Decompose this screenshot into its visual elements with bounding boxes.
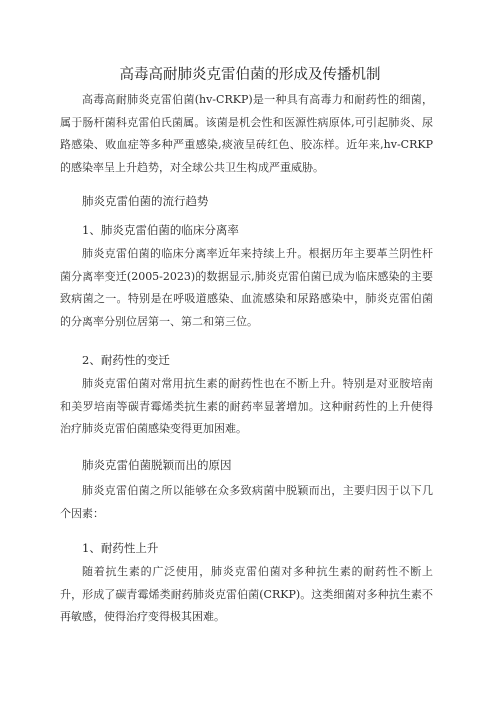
intro-paragraph: 高毒高耐肺炎克雷伯菌(hv-CRKP)是一种具有高毒力和耐药性的细菌，属于肠杆菌科克雷伯氏菌属。该菌是机会性和医源性病原体,可引起肺炎、尿路感染、败血症等多种严重感染,痰液呈砖红色、胶冻样。近年来,hv-CRKP的感染率呈上升趋势，对全球公共卫生构成严重威胁。 [60, 93, 433, 174]
section-heading-prevalence: 肺炎克雷伯菌的流行趋势 [82, 194, 209, 208]
document-title: 高毒高耐肺炎克雷伯菌的形成及传播机制 [119, 67, 381, 83]
subheading-isolation-rate: 1、肺炎克雷伯菌的临床分离率 [82, 223, 239, 237]
subheading-resistance-change: 2、耐药性的变迁 [82, 353, 170, 367]
resistance-change-paragraph: 肺炎克雷伯菌对常用抗生素的耐药性也在不断上升。特别是对亚胺培南和美罗培南等碳青霉烯类抗生素的耐药率显著增加。这种耐药性的上升使得治疗肺炎克雷伯菌感染变得更加困难。 [60, 377, 433, 436]
section-heading-reasons: 肺炎克雷伯菌脱颖而出的原因 [82, 458, 232, 472]
resistance-rise-paragraph: 随着抗生素的广泛使用，肺炎克雷伯菌对多种抗生素的耐药性不断上升，形成了碳青霉烯类耐药肺炎克雷伯菌(CRKP)。这类细菌对多种抗生素不再敏感，使得治疗变得极其困难。 [60, 565, 433, 624]
subheading-resistance-rise: 1、耐药性上升 [82, 541, 159, 555]
reasons-intro-paragraph: 肺炎克雷伯菌之所以能够在众多致病菌中脱颖而出，主要归因于以下几个因素： [60, 484, 433, 520]
isolation-rate-paragraph: 肺炎克雷伯菌的临床分离率近年来持续上升。根据历年主要革兰阴性杆菌分离率变迁(2005-2023)的数据显示,肺炎克雷伯菌已成为临床感染的主要致病菌之一。特别是在呼吸道感染、血流感染和尿路感染中，肺炎克雷伯菌的分离率分别位居第一、第二和第三位。 [60, 247, 433, 328]
